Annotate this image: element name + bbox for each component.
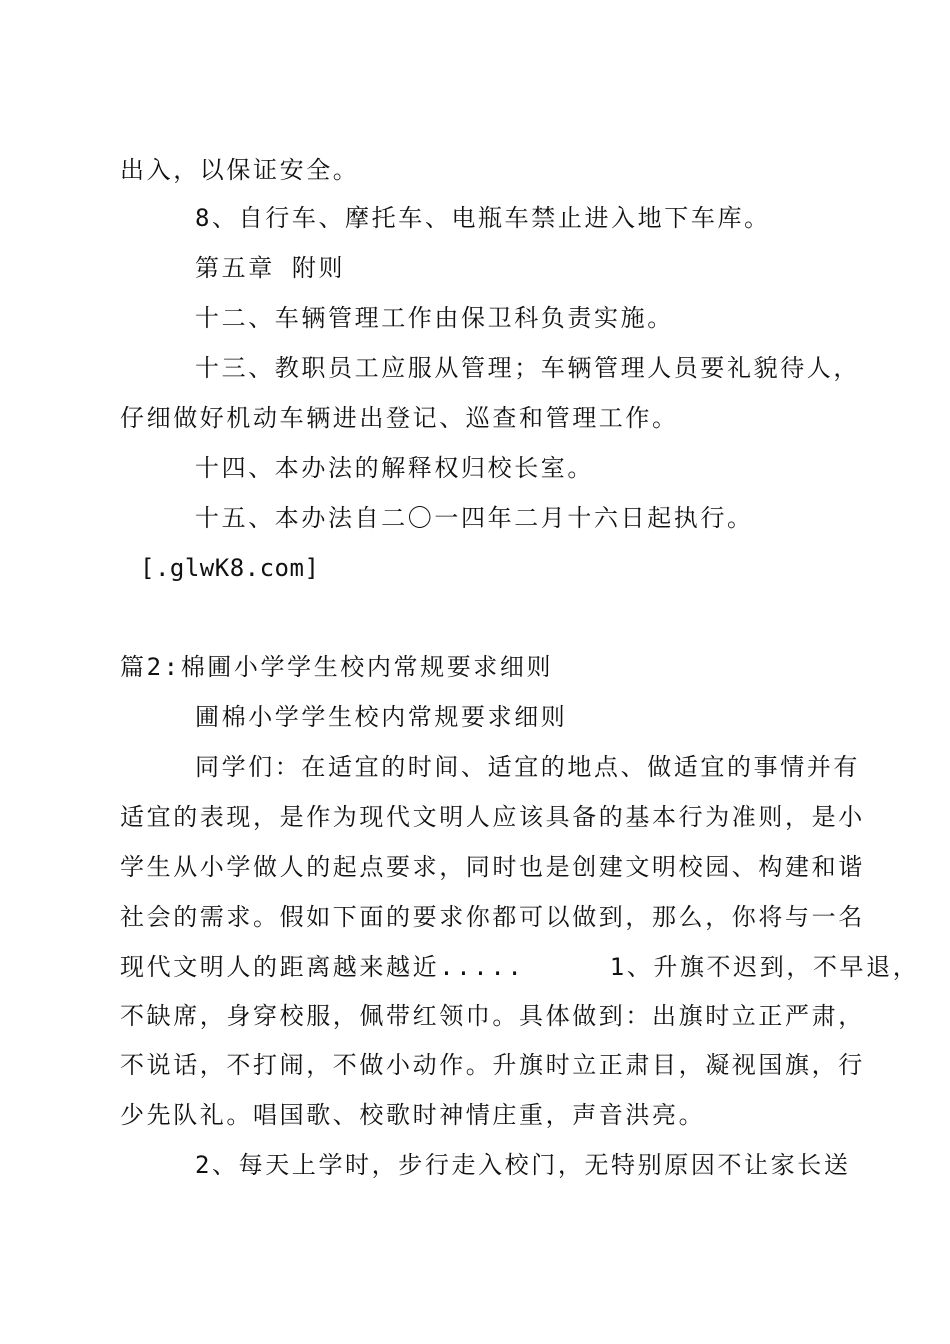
paragraph-line: 仔细做好机动车辆进出登记、巡查和管理工作。 — [120, 404, 679, 432]
paragraph-line: 学生从小学做人的起点要求，同时也是创建文明校园、构建和谐 — [120, 853, 865, 881]
paragraph-line: 不缺席，身穿校服，佩带红领巾。具体做到：出旗时立正严肃， — [120, 1002, 865, 1030]
paragraph-line: 适宜的表现，是作为现代文明人应该具备的基本行为准则，是小 — [120, 803, 865, 831]
section-title: 篇2:棉圃小学学生校内常规要求细则 — [120, 653, 554, 681]
paragraph-line: 现代文明人的距离越来越近..... 1、升旗不迟到，不早退， — [120, 953, 920, 981]
paragraph-line: 2、每天上学时，步行走入校门，无特别原因不让家长送 — [195, 1151, 851, 1179]
source-link-text: [.glwK8.com] — [140, 554, 320, 582]
paragraph-line: 出入，以保证安全。 — [120, 156, 360, 184]
document-title: 圃棉小学学生校内常规要求细则 — [195, 703, 568, 731]
paragraph-line: 8、自行车、摩托车、电瓶车禁止进入地下车库。 — [195, 204, 771, 232]
paragraph-line: 十二、车辆管理工作由保卫科负责实施。 — [195, 304, 674, 332]
paragraph-line: 十三、教职员工应服从管理；车辆管理人员要礼貌待人， — [195, 354, 860, 382]
paragraph-line: 少先队礼。唱国歌、校歌时神情庄重，声音洪亮。 — [120, 1101, 706, 1129]
paragraph-line: 不说话，不打闹，不做小动作。升旗时立正肃目，凝视国旗，行 — [120, 1051, 865, 1079]
paragraph-line: 十五、本办法自二〇一四年二月十六日起执行。 — [195, 504, 754, 532]
paragraph-line: 同学们：在适宜的时间、适宜的地点、做适宜的事情并有 — [195, 753, 860, 781]
chapter-heading: 第五章 附则 — [195, 254, 346, 282]
paragraph-line: 社会的需求。假如下面的要求你都可以做到，那么，你将与一名 — [120, 903, 865, 931]
paragraph-line: 十四、本办法的解释权归校长室。 — [195, 454, 594, 482]
